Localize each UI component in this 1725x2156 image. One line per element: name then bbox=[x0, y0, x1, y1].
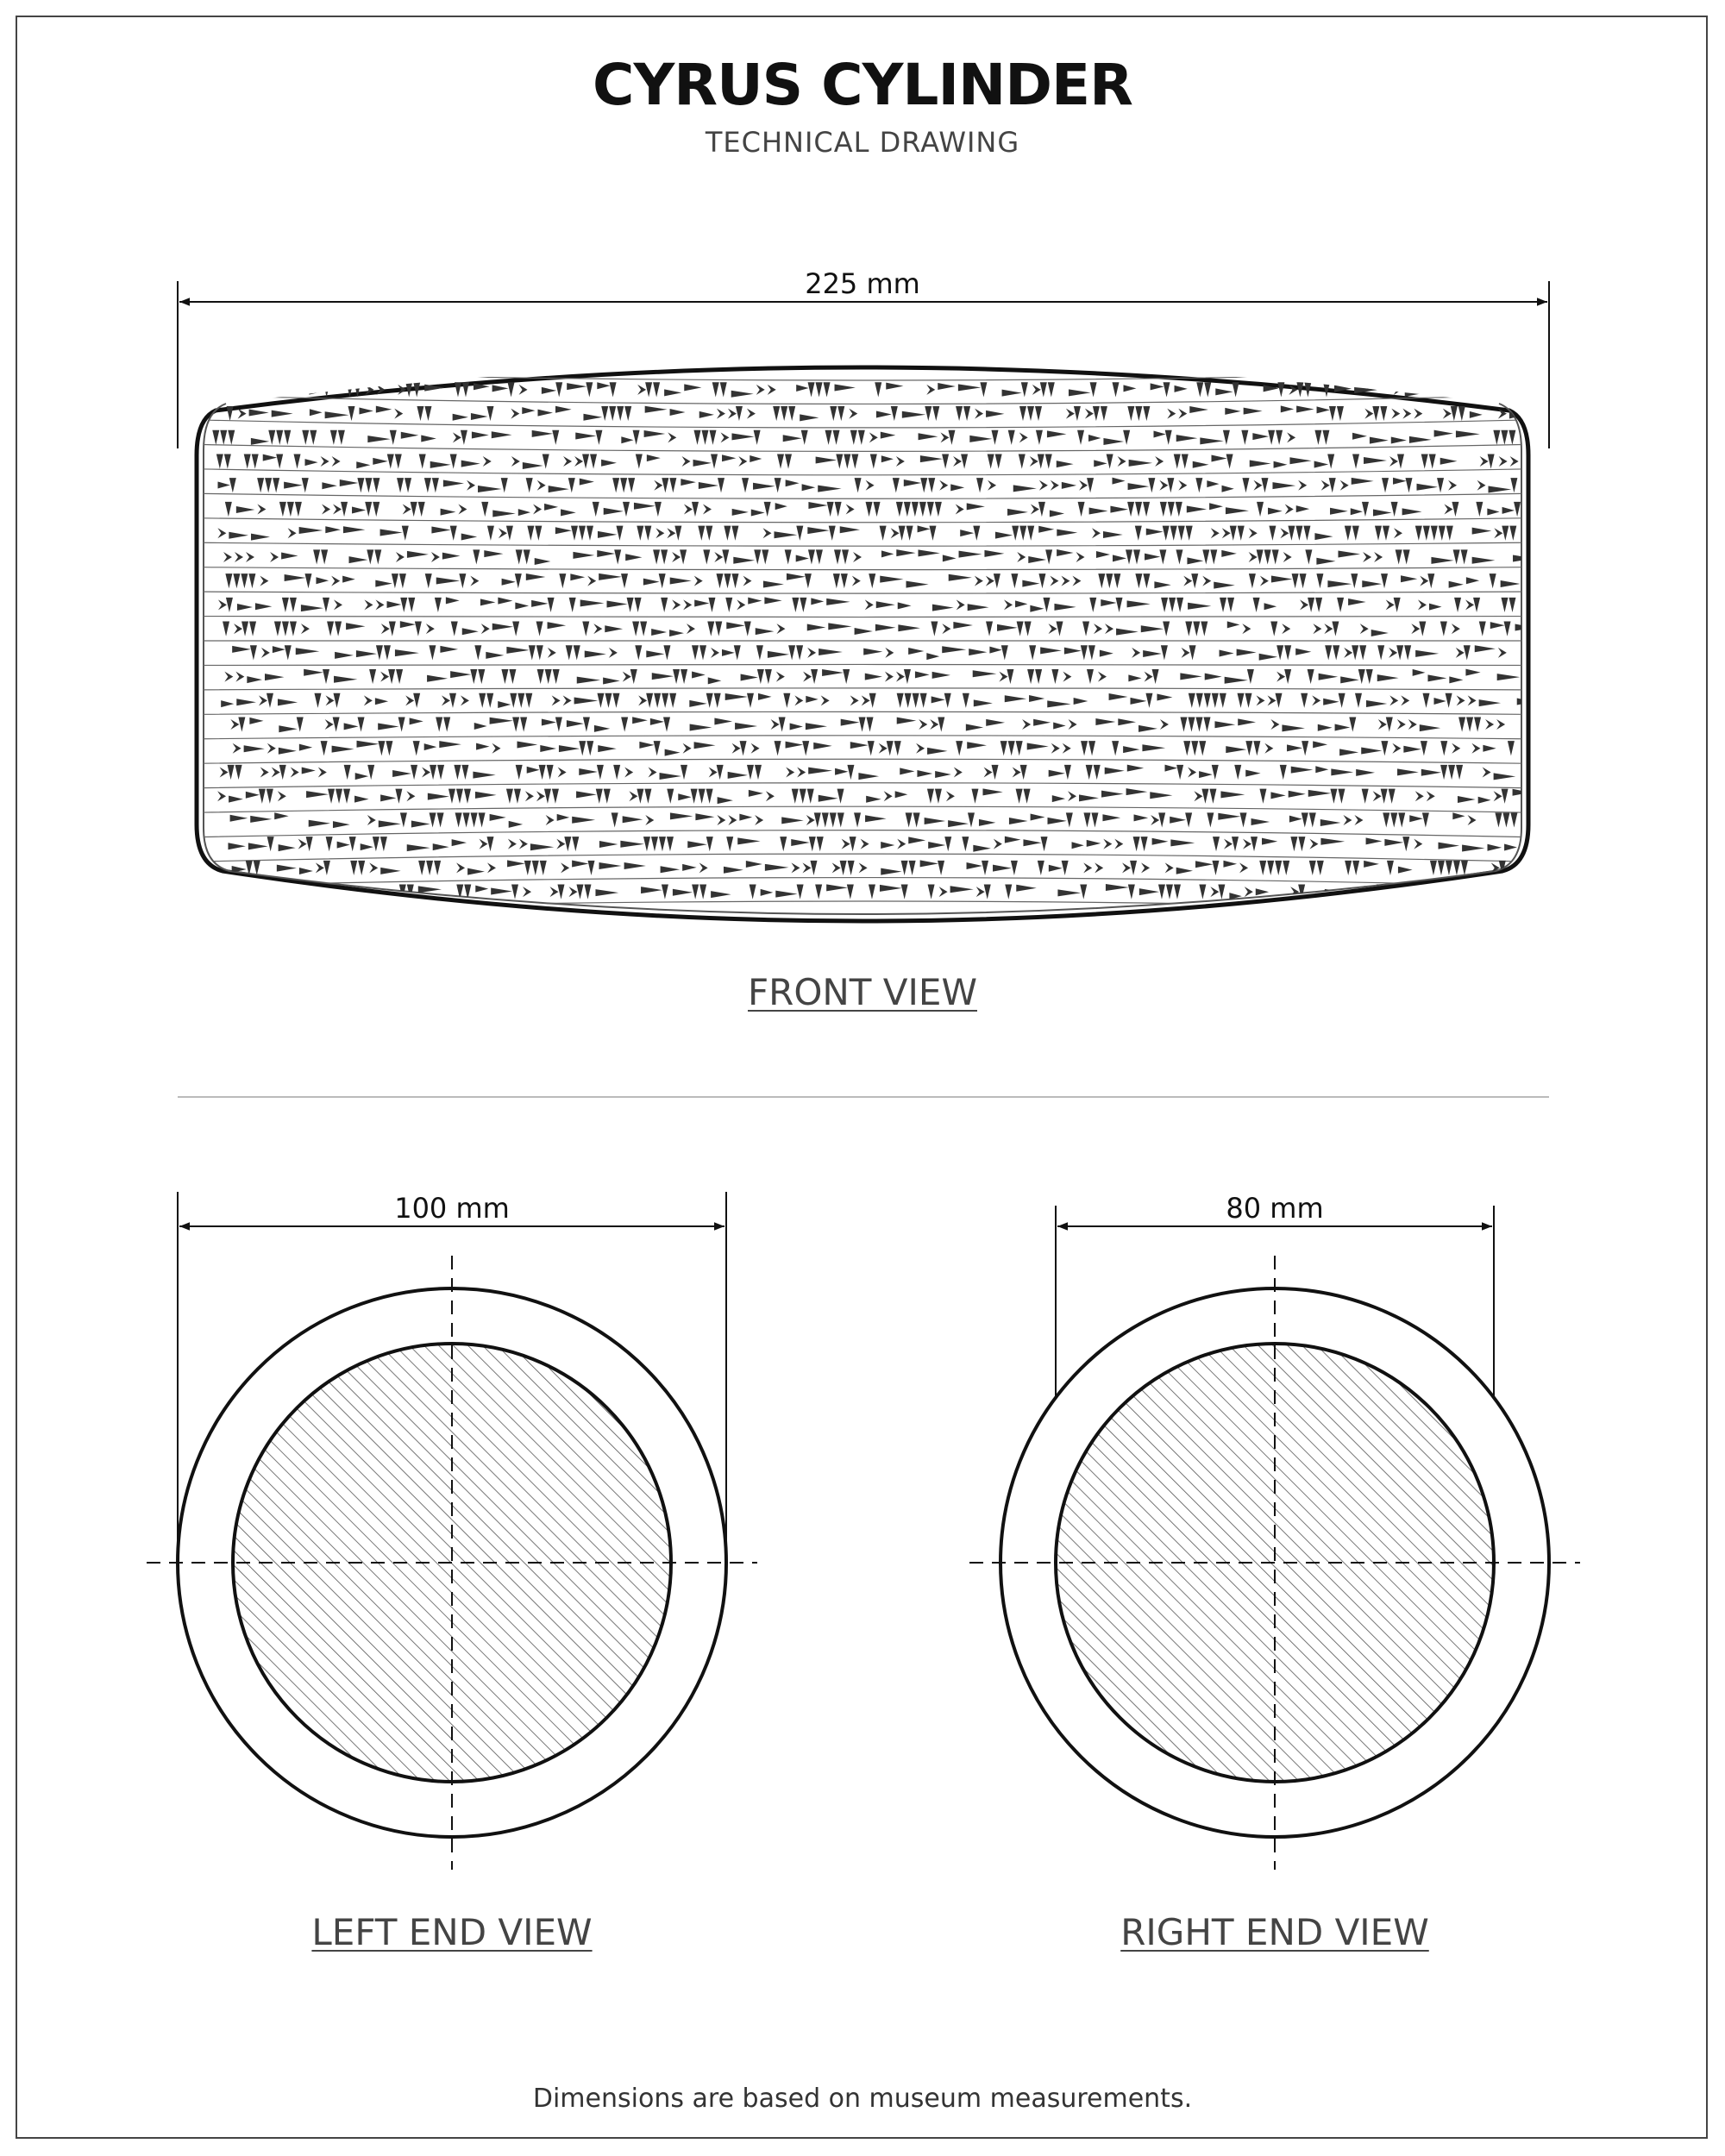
wedge-mark bbox=[1442, 385, 1451, 395]
wedge-mark bbox=[1426, 887, 1434, 897]
wedge-mark bbox=[309, 388, 323, 395]
drawing-title: CYRUS CYLINDER bbox=[593, 52, 1132, 118]
wedge-mark bbox=[216, 886, 229, 893]
left-end-view bbox=[147, 1188, 757, 1870]
wedge-mark bbox=[229, 382, 235, 397]
wedge-mark bbox=[1394, 385, 1402, 395]
wedge-mark bbox=[221, 382, 228, 397]
front-view-cylinder bbox=[197, 367, 1534, 921]
wedge-mark bbox=[1405, 390, 1423, 397]
wedge-mark bbox=[229, 885, 235, 899]
wedge-mark bbox=[1472, 389, 1493, 396]
wedge-mark bbox=[248, 893, 265, 899]
wedge-mark bbox=[236, 382, 243, 397]
left-end-view-label: LEFT END VIEW bbox=[311, 1911, 593, 1953]
drawing-subtitle: TECHNICAL DRAWING bbox=[705, 126, 1020, 159]
footnote: Dimensions are based on museum measurements. bbox=[532, 2084, 1193, 2114]
wedge-mark bbox=[1461, 382, 1468, 397]
right-dimension-label: 80 mm bbox=[1226, 1192, 1324, 1225]
wedge-mark bbox=[1408, 889, 1423, 896]
wedge-mark bbox=[248, 390, 260, 397]
wedge-mark bbox=[263, 885, 270, 899]
wedge-mark bbox=[275, 382, 282, 397]
front-dimension-label: 225 mm bbox=[805, 267, 920, 300]
wedge-mark bbox=[1453, 385, 1462, 395]
left-dimension-label: 100 mm bbox=[394, 1192, 510, 1225]
wedge-mark bbox=[1509, 884, 1527, 891]
wedge-mark bbox=[300, 887, 323, 893]
wedge-mark bbox=[271, 885, 278, 899]
right-end-view bbox=[969, 1188, 1580, 1870]
wedge-mark bbox=[1483, 885, 1505, 892]
front-view-label: FRONT VIEW bbox=[747, 971, 977, 1013]
wedge-mark bbox=[1456, 887, 1465, 897]
wedge-mark bbox=[1397, 887, 1406, 897]
wedge-mark bbox=[236, 885, 243, 899]
right-end-view-label: RIGHT END VIEW bbox=[1120, 1911, 1429, 1953]
wedge-mark bbox=[1515, 385, 1524, 395]
wedge-mark bbox=[1437, 888, 1452, 895]
wedge-mark bbox=[323, 382, 330, 397]
wedge-mark bbox=[286, 382, 306, 389]
